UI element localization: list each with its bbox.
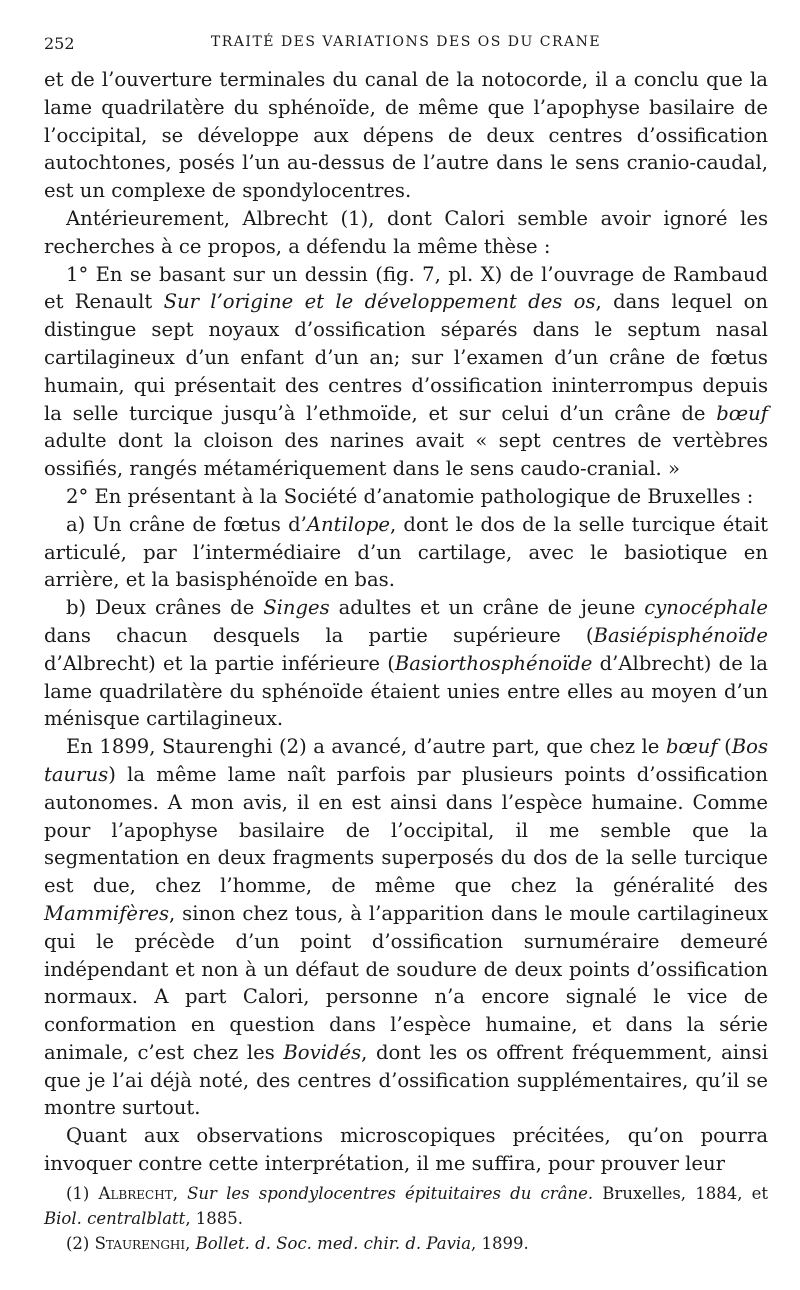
footnote-number: (2): [66, 1234, 95, 1253]
text-run: ,: [185, 1234, 196, 1253]
body-text: [44, 66, 768, 1178]
footnote-2: [44, 1231, 768, 1256]
italic-book-title: Sur l’origine et le développement des os: [163, 290, 596, 314]
footnote-1: [44, 1181, 768, 1231]
italic-term: Basiépisphénoïde: [593, 623, 768, 647]
footnote-author: Staurenghi: [94, 1234, 186, 1253]
text-run: (: [717, 735, 732, 759]
footnote-author: Albrecht: [98, 1184, 173, 1203]
text-run: , dont le dos de la selle turcique était articulé, par l’intermédiaire d’un cartilage, avec le basiotique en arrière, et la basisphénoïde en bas.: [44, 512, 768, 592]
text-run: adultes et un crâne de jeune: [329, 596, 645, 620]
text-run: ) la même lame naît parfois par plusieurs points d’ossification autonomes. A mon avis, il en est ainsi dans l’espèce humaine. Comme pour l’apophyse basilaire de l’occipital, il me semble que la segmentation en deux fragments superposés du dos de la selle turcique est due, chez l’homme, de même que chez la généralité des: [44, 762, 768, 898]
text-run: adulte dont la cloison des narines avait « sept centres de vertèbres ossifiés, rangés métamériquement dans le sens caudo-cranial. »: [44, 429, 768, 481]
text-run: ,: [172, 1184, 188, 1203]
text-run: d’Albrecht) de la lame quadrilatère du sphénoïde étaient unies entre elles au moyen d’un ménisque cartilagineux.: [44, 651, 768, 731]
text-run: a) Un crâne de fœtus d’: [66, 512, 307, 536]
text-run: b) Deux crânes de: [66, 596, 264, 620]
paragraph-8: Quant aux observations microscopiques précitées, qu’on pourra invoquer contre cette interprétation, il me suffira, pour prouver leur: [44, 1124, 768, 1176]
footnotes: [44, 1181, 768, 1256]
italic-term: Singes: [263, 596, 330, 620]
page-number: 252: [44, 34, 75, 53]
italic-term: bœuf: [716, 401, 768, 425]
text-run: dans chacun desquels la partie supérieure (: [44, 623, 594, 647]
text-run: 1° En se basant sur un dessin (fig. 7, pl. X) de l’ouvrage de Rambaud et Renault: [44, 262, 768, 314]
paragraph-5: [44, 511, 768, 594]
paragraph-4: 2° En présentant à la Société d’anatomie pathologique de Bruxelles :: [66, 484, 754, 508]
text-run: En 1899, Staurenghi (2) a avancé, d’autre part, que chez le: [66, 735, 666, 759]
italic-term: Mammifères: [44, 901, 170, 925]
text-run: , dans lequel on distingue sept noyaux d’ossification séparés dans le septum nasal cartilagineux d’un enfant d’un an; sur l’examen d’un crâne de fœtus humain, qui présentait des centres d’ossification ininterrompus depuis la selle turcique jusqu’à l’ethmoïde, et sur celui d’un crâne de: [44, 290, 768, 425]
paragraph-6: [44, 594, 768, 733]
text-run: , sinon chez tous, à l’apparition dans le moule cartilagineux qui le précède d’un point d’ossification surnuméraire demeuré indépendant et non à un défaut de soudure de deux points d’ossification normaux. A part Calori, personne n’a encore signalé le vice de conformation en question dans l’espèce humaine, et dans la série animale, c’est chez les: [44, 901, 768, 1064]
italic-term: bœuf: [665, 735, 718, 759]
footnote-journal: Bollet. d. Soc. med. chir. d. Pavia: [195, 1234, 472, 1253]
italic-term: Basiorthosphénoïde: [394, 651, 593, 675]
text-run: , 1885.: [185, 1209, 244, 1228]
italic-term: Antilope: [306, 512, 390, 536]
footnote-journal: Biol. centralblatt: [44, 1209, 186, 1228]
text-run: d’Albrecht) et la partie inférieure (: [44, 651, 395, 675]
running-title: TRAITÉ DES VARIATIONS DES OS DU CRANE: [210, 34, 602, 50]
footnote-title: Sur les spondylocentres épituitaires du crâne.: [187, 1184, 594, 1203]
italic-term: cynocéphale: [644, 596, 768, 620]
paragraph-7: [44, 733, 768, 1122]
italic-term: Bovidés: [283, 1040, 362, 1064]
text-run: , 1899.: [471, 1234, 529, 1253]
paragraph-2: Antérieurement, Albrecht (1), dont Calori semble avoir ignoré les recherches à ce propos, a défendu la même thèse :: [44, 206, 768, 258]
text-run: , dont les os offrent fréquemment, ainsi que je l’ai déjà noté, des centres d’ossification supplémentaires, qu’il se montre surtout.: [44, 1040, 768, 1120]
footnote-number: (1): [66, 1184, 99, 1203]
page-header: [44, 30, 768, 66]
paragraph-1: et de l’ouverture terminales du canal de la notocorde, il a conclu que la lame quadrilatère du sphénoïde, de même que l’apophyse basilaire de l’occipital, se développe aux dépens de deux centres d’ossification autochtones, posés l’un au-dessus de l’autre dans le sens cranio-caudal, est un complexe de spondylocentres.: [44, 68, 768, 203]
text-run: Bruxelles, 1884, et: [593, 1184, 769, 1203]
italic-term: Bos taurus: [44, 735, 769, 786]
paragraph-3: [44, 261, 768, 483]
